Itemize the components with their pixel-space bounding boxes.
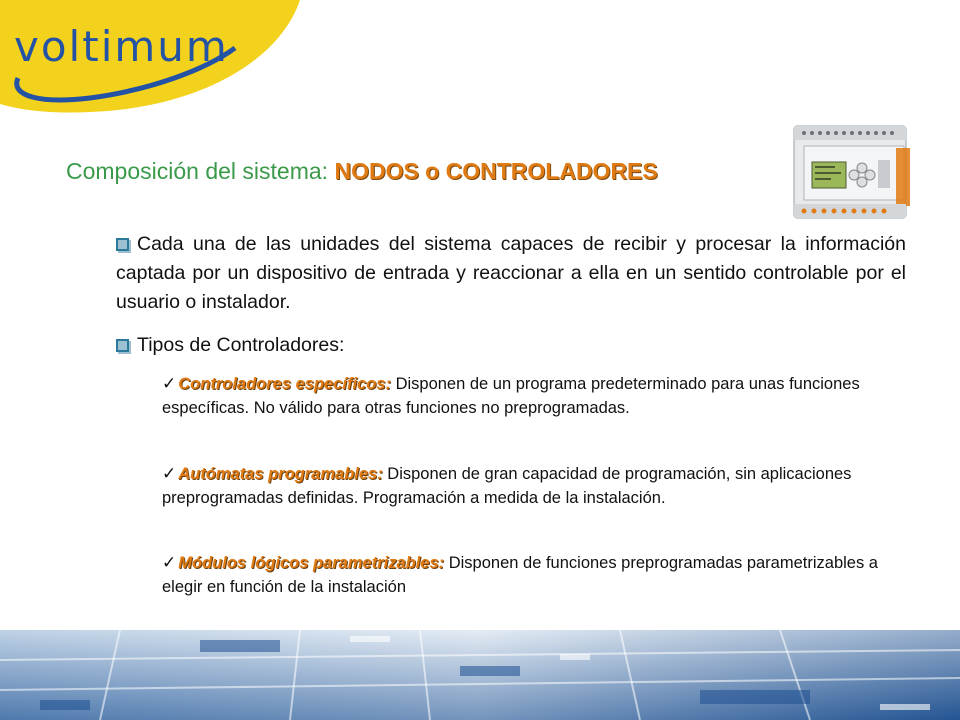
subitem-text: Disponen de funciones preprogramadas parametrizables a elegir en función de la instalación (162, 554, 878, 596)
square-bullet-icon (116, 339, 129, 352)
bullet-definition (116, 230, 906, 317)
slide-title (66, 158, 658, 185)
subitem-automatas-programables (162, 462, 912, 510)
subitem-modulos-logicos (162, 551, 912, 599)
subitem-text: Disponen de un programa predeterminado para unas funciones específicas. No válido para otras funciones no preprogramadas. (162, 375, 860, 417)
subitem-term: Módulos lógicos parametrizables: (178, 554, 445, 572)
bullet-text: Tipos de Controladores: (137, 334, 345, 356)
checkmark-icon: ✓ (162, 464, 177, 483)
bullet-types (116, 331, 906, 360)
square-bullet-icon (116, 238, 129, 251)
title-highlight: NODOS o CONTROLADORES (334, 158, 658, 184)
subitem-text: Disponen de gran capacidad de programación, sin aplicaciones preprogramadas definidas. Programación a medida de la instalación. (162, 465, 852, 507)
controller-device-image (790, 120, 915, 225)
bullet-text: Cada una de las unidades del sistema capaces de recibir y procesar la información captada por un dispositivo de entrada y reaccionar a ella en un sentido controlable por el usuario o instalador. (116, 233, 906, 313)
subitem-term: Autómatas programables: (178, 465, 383, 483)
checkmark-icon: ✓ (162, 374, 177, 393)
title-prefix: Composición del sistema: (66, 158, 335, 184)
logo-text: voltimum (14, 22, 229, 71)
subitem-term: Controladores específicos: (178, 375, 391, 393)
footer-decorative-band (0, 630, 960, 720)
subitem-controladores-especificos (162, 372, 912, 420)
checkmark-icon: ✓ (162, 553, 177, 572)
voltimum-logo (0, 0, 300, 115)
